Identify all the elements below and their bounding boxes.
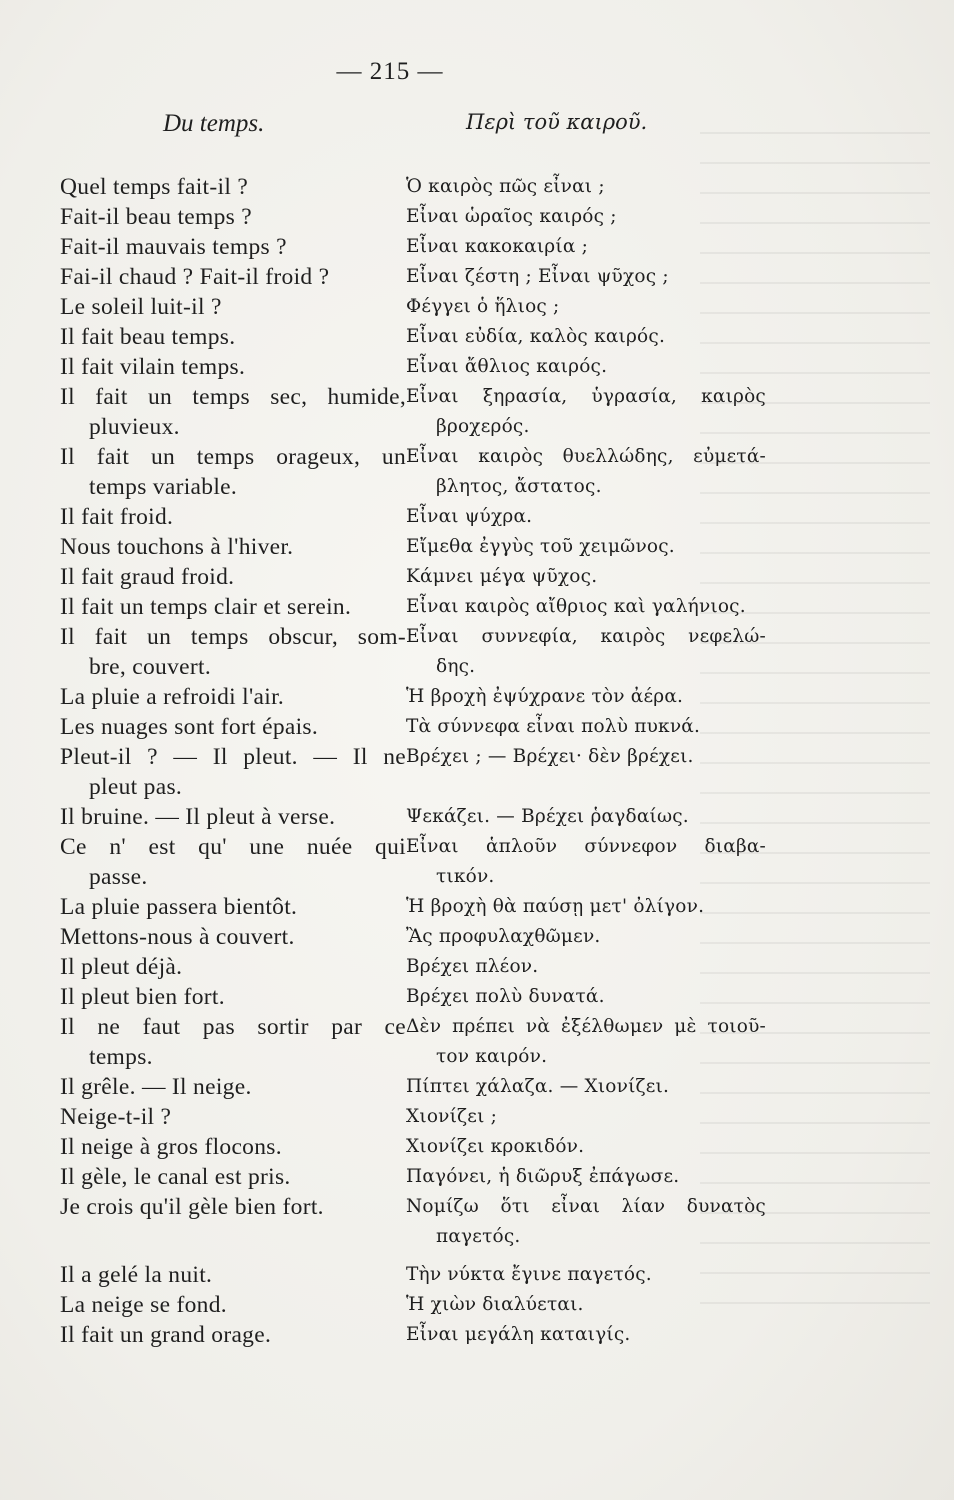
- french-phrase: temps variable.: [89, 474, 238, 500]
- table-row: [0, 1012, 954, 1042]
- french-phrase: Il fait un temps clair et serein.: [60, 594, 352, 620]
- greek-phrase: Τὴν νύκτα ἔγινε παγετός.: [406, 1264, 652, 1285]
- greek-phrase: δης.: [436, 656, 476, 677]
- greek-phrase: τικόν.: [436, 866, 495, 887]
- table-row: [0, 262, 954, 292]
- table-row: [0, 1042, 954, 1072]
- greek-phrase: βροχερός.: [436, 416, 530, 437]
- heading-french: Du temps.: [163, 110, 265, 137]
- table-row: [0, 1132, 954, 1162]
- greek-phrase: Νομίζω ὅτι εἶναι λίαν δυνατὸς: [406, 1196, 766, 1217]
- table-row: [0, 1072, 954, 1102]
- greek-phrase: Ἡ βροχὴ θὰ παύσῃ μετ' ὀλίγον.: [406, 896, 705, 917]
- table-row: [0, 862, 954, 892]
- greek-phrase: Εἴμεθα ἐγγὺς τοῦ χειμῶνος.: [406, 536, 675, 557]
- french-phrase: Il fait un temps orageux, un: [60, 444, 406, 470]
- greek-phrase: Ψεκάζει. — Βρέχει ῥαγδαίως.: [406, 806, 689, 827]
- table-row: [0, 592, 954, 622]
- greek-phrase: Εἶναι καιρὸς θυελλώδης, εὐμετά-: [406, 446, 766, 467]
- greek-phrase: Τὰ σύννεφα εἶναι πολὺ πυκνά.: [406, 716, 701, 737]
- column-headings: [0, 110, 954, 144]
- french-phrase: Il neige à gros flocons.: [60, 1134, 282, 1160]
- french-phrase: Fait-il mauvais temps ?: [60, 234, 287, 260]
- french-phrase: Il fait un grand orage.: [60, 1322, 272, 1348]
- french-phrase: Il fait vilain temps.: [60, 354, 246, 380]
- french-phrase: Il fait froid.: [60, 504, 174, 530]
- french-phrase: Il ne faut pas sortir par ce: [60, 1014, 406, 1040]
- greek-phrase: Εἶναι ξηρασία, ὑγρασία, καιρὸς: [406, 386, 766, 407]
- french-phrase: Il grêle. — Il neige.: [60, 1074, 252, 1100]
- greek-phrase: Χιονίζει ;: [406, 1106, 498, 1127]
- french-phrase: passe.: [89, 864, 148, 890]
- table-row: [0, 682, 954, 712]
- french-phrase: Neige-t-il ?: [60, 1104, 172, 1130]
- french-phrase: Il fait un temps sec, humide,: [60, 384, 406, 410]
- french-phrase: Mettons-nous à couvert.: [60, 924, 295, 950]
- french-phrase: La pluie a refroidi l'air.: [60, 684, 285, 710]
- greek-phrase: Εἶναι ζέστη ; Εἶναι ψῦχος ;: [406, 266, 669, 287]
- greek-phrase: Κάμνει μέγα ψῦχος.: [406, 566, 598, 587]
- french-phrase: Quel temps fait-il ?: [60, 174, 249, 200]
- table-row: [0, 742, 954, 772]
- greek-phrase: Ἂς προφυλαχθῶμεν.: [406, 926, 601, 947]
- table-row: [0, 352, 954, 382]
- table-row: [0, 1290, 954, 1320]
- table-row: [0, 922, 954, 952]
- french-phrase: Fai-il chaud ? Fait-il froid ?: [60, 264, 330, 290]
- french-phrase: pluvieux.: [89, 414, 180, 440]
- french-phrase: Nous touchons à l'hiver.: [60, 534, 294, 560]
- table-row: [0, 442, 954, 472]
- greek-phrase: Εἶναι ὡραῖος καιρός ;: [406, 206, 617, 227]
- heading-greek: Περὶ τοῦ καιροῦ.: [466, 110, 648, 134]
- greek-phrase: Εἶναι μεγάλη καταιγίς.: [406, 1324, 631, 1345]
- table-row: [0, 382, 954, 412]
- table-row: [0, 472, 954, 502]
- french-phrase: Le soleil luit-il ?: [60, 294, 222, 320]
- greek-phrase: Εἶναι συννεφία, καιρὸς νεφελώ-: [406, 626, 766, 647]
- table-row: [0, 982, 954, 1012]
- table-row: [0, 1192, 954, 1222]
- greek-phrase: τον καιρόν.: [436, 1046, 548, 1067]
- french-phrase: La pluie passera bientôt.: [60, 894, 298, 920]
- greek-phrase: Βρέχει πλέον.: [406, 956, 539, 977]
- table-row: [0, 622, 954, 652]
- table-row: [0, 652, 954, 682]
- table-row: [0, 802, 954, 832]
- greek-phrase: Βρέχει ; — Βρέχει· δὲν βρέχει.: [406, 746, 694, 767]
- table-row: [0, 832, 954, 862]
- table-row: [0, 1222, 954, 1252]
- greek-phrase: Χιονίζει κροκιδόν.: [406, 1136, 585, 1157]
- french-phrase: Il fait un temps obscur, som-: [60, 624, 406, 650]
- french-phrase: Il a gelé la nuit.: [60, 1262, 213, 1288]
- greek-phrase: Ἡ βροχὴ ἐψύχρανε τὸν ἀέρα.: [406, 686, 684, 707]
- french-phrase: Il fait graud froid.: [60, 564, 235, 590]
- table-row: [0, 1102, 954, 1132]
- french-phrase: Il bruine. — Il pleut à verse.: [60, 804, 336, 830]
- greek-phrase: Εἶναι ἄθλιος καιρός.: [406, 356, 608, 377]
- greek-phrase: Παγόνει, ἡ διῶρυξ ἐπάγωσε.: [406, 1166, 680, 1187]
- table-row: [0, 412, 954, 442]
- french-phrase: temps.: [89, 1044, 153, 1070]
- greek-phrase: Ὁ καιρὸς πῶς εἶναι ;: [406, 176, 605, 197]
- french-phrase: bre, couvert.: [89, 654, 211, 680]
- french-phrase: Les nuages sont fort épais.: [60, 714, 319, 740]
- greek-phrase: βλητος, ἄστατος.: [436, 476, 602, 497]
- french-phrase: La neige se fond.: [60, 1292, 227, 1318]
- greek-phrase: Εἶναι ψύχρα.: [406, 506, 533, 527]
- french-phrase: Je crois qu'il gèle bien fort.: [60, 1194, 324, 1220]
- greek-phrase: Πίπτει χάλαζα. — Χιονίζει.: [406, 1076, 670, 1097]
- greek-phrase: Εἶναι καιρὸς αἴθριος καὶ γαλήνιος.: [406, 596, 746, 617]
- greek-phrase: Φέγγει ὁ ἥλιος ;: [406, 296, 560, 317]
- french-phrase: Il gèle, le canal est pris.: [60, 1164, 291, 1190]
- page-number: — 215 —: [336, 58, 444, 85]
- french-phrase: Ce n' est qu' une nuée qui: [60, 834, 406, 860]
- french-phrase: Fait-il beau temps ?: [60, 204, 252, 230]
- table-row: [0, 292, 954, 322]
- greek-phrase: Βρέχει πολὺ δυνατά.: [406, 986, 605, 1007]
- table-row: [0, 232, 954, 262]
- table-row: [0, 712, 954, 742]
- table-row: [0, 892, 954, 922]
- table-row: [0, 1162, 954, 1192]
- french-phrase: Il pleut déjà.: [60, 954, 183, 980]
- french-phrase: Il pleut bien fort.: [60, 984, 225, 1010]
- greek-phrase: Δὲν πρέπει νὰ ἐξέλθωμεν μὲ τοιοῦ-: [406, 1016, 766, 1037]
- greek-phrase: Ἡ χιὼν διαλύεται.: [406, 1294, 584, 1315]
- table-row: [0, 202, 954, 232]
- greek-phrase: Εἶναι εὐδία, καλὸς καιρός.: [406, 326, 666, 347]
- table-row: [0, 1320, 954, 1350]
- table-row: [0, 952, 954, 982]
- table-row: [0, 322, 954, 352]
- greek-phrase: Εἶναι ἁπλοῦν σύννεφον διαβα-: [406, 836, 766, 857]
- greek-phrase: Εἶναι κακοκαιρία ;: [406, 236, 589, 257]
- french-phrase: Pleut-il ? — Il pleut. — Il ne: [60, 744, 406, 770]
- french-phrase: pleut pas.: [89, 774, 183, 800]
- table-row: [0, 562, 954, 592]
- french-phrase: Il fait beau temps.: [60, 324, 236, 350]
- table-row: [0, 502, 954, 532]
- table-row: [0, 532, 954, 562]
- greek-phrase: παγετός.: [436, 1226, 521, 1247]
- table-row: [0, 772, 954, 802]
- table-row: [0, 172, 954, 202]
- table-row: [0, 1260, 954, 1290]
